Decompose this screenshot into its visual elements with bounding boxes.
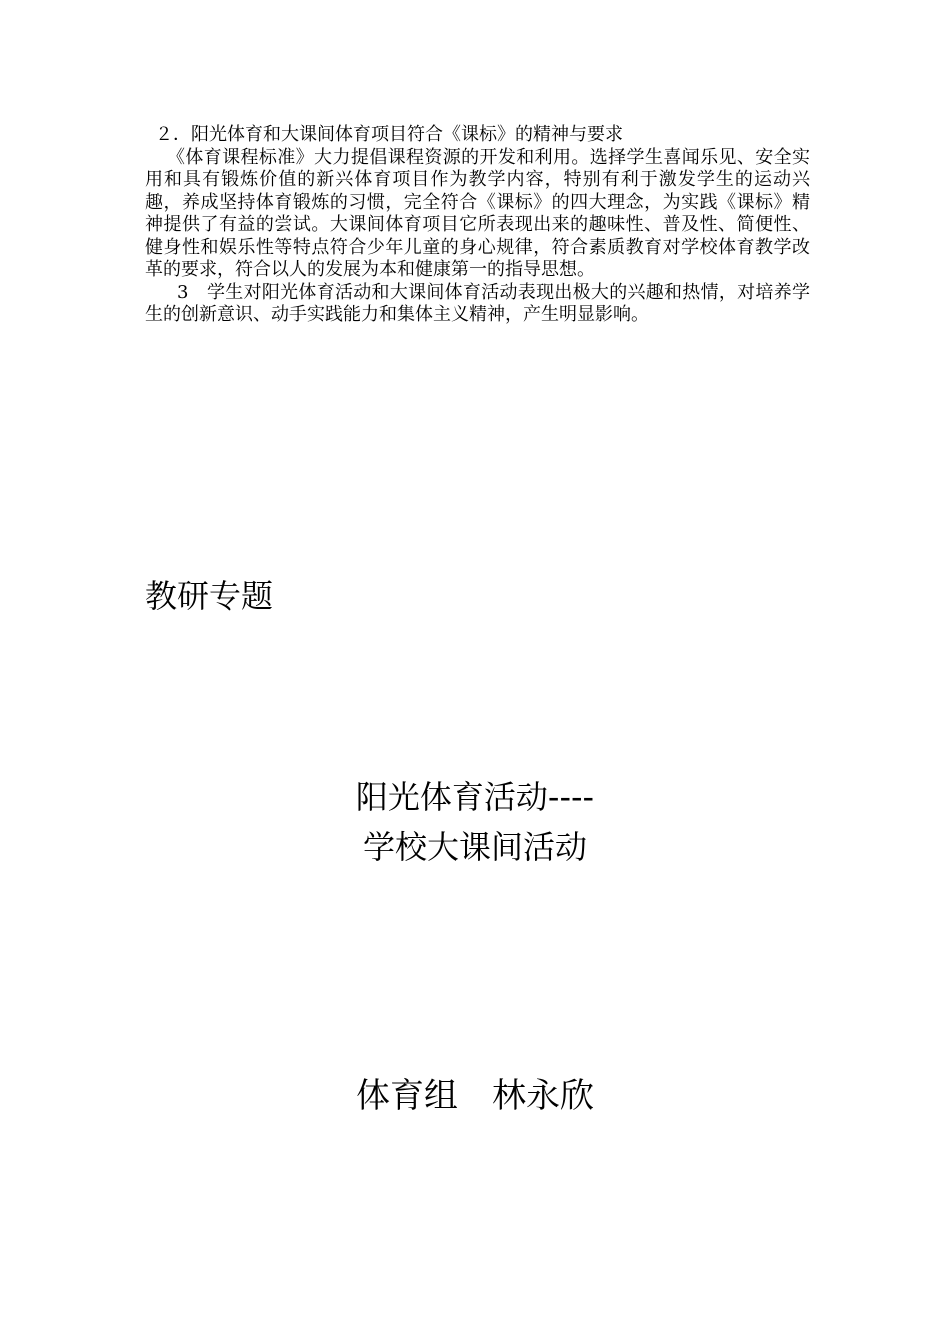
point-3-paragraph: 3 学生对阳光体育活动和大课间体育活动表现出极大的兴趣和热情，对培养学生的创新意识、动手实践能力和集体主义精神，产生明显影响。 — [145, 281, 810, 325]
point-2-heading: ２．阳光体育和大课间体育项目符合《课标》的精神与要求 — [155, 124, 623, 145]
author-line: 体育组 林永欣 — [356, 1076, 594, 1116]
main-title-line-1: 阳光体育活动---- — [355, 778, 595, 816]
body-text — [145, 124, 810, 327]
main-title-line-2: 学校大课间活动 — [362, 828, 587, 866]
section-label: 教研专题 — [145, 577, 274, 615]
point-2-paragraph: 《体育课程标准》大力提倡课程资源的开发和利用。选择学生喜闻乐见、安全实用和具有锻炼价值的新兴体育项目作为教学内容，特别有利于激发学生的运动兴趣，养成坚持体育锻炼的习惯，完全符合《课标》的四大理念，为实践《课标》精神提供了有益的尝试。大课间体育项目它所表现出来的趣味性、普及性、简便性、健身性和娱乐性等特点符合少年儿童的身心规律，符合素质教育对学校体育教学改革的要求，符合以人的发展为本和健康第一的指导思想。 — [145, 146, 810, 280]
